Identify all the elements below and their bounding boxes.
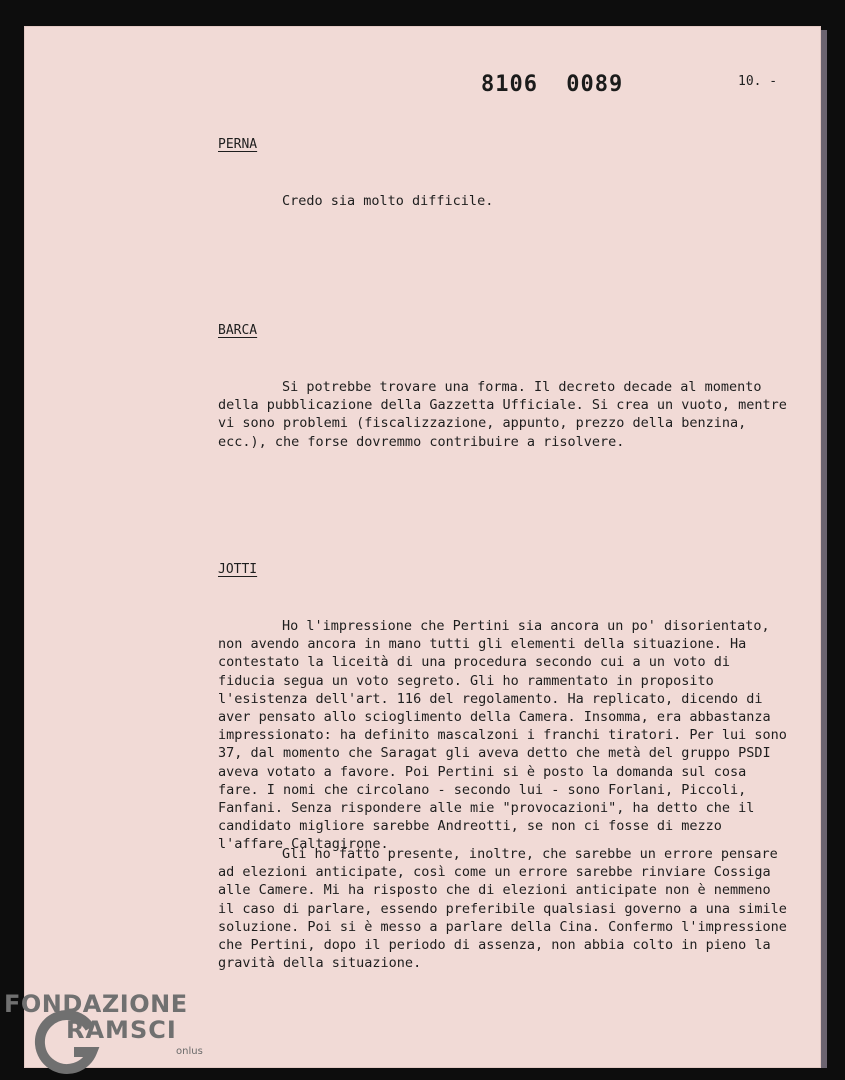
paragraph-jotti-1: Ho l'impressione che Pertini sia ancora un po' disorientato, non avendo ancora in mano tutti gli elementi della situazione. Ha contestato la liceità di una procedura secondo cui a un voto di fiducia segua un voto segreto. Gli ho rammentato in proposito l'esistenza dell'art. 116 del regolamento. Ha replicato, dicendo di aver pensato allo scioglimento della Camera. Insomma, era abbastanza impressionato: ha definito mascalzoni i franchi tiratori. Per lui sono 37, dal momento che Saragat gli aveva detto che metà del gruppo PSDI aveva votato a favore. Poi Pertini si è posto la domanda sul cosa fare. I nomi che circolano - secondo lui - sono Forlani, Piccoli, Fanfani. Senza rispondere alle mie "provocazioni", ha detto che il candidato migliore sarebbe Andreotti, se non ci fosse di mezzo l'affare Caltagirone. (218, 618, 787, 853)
logo-line-1: FONDAZIONE (4, 990, 188, 1018)
logo-line-2: RAMSCI (66, 1016, 177, 1044)
speaker-barca: BARCA (218, 323, 258, 338)
page-number: 10. - (738, 74, 778, 89)
fondazione-gramsci-logo (4, 990, 214, 1076)
page-edge (821, 30, 827, 1068)
paragraph-barca: Si potrebbe trovare una forma. Il decreto decade al momento della pubblicazione della Gazzetta Ufficiale. Si crea un vuoto, mentre vi sono problemi (fiscalizzazione, appunto, prezzo della benzina, ecc.), che forse dovremmo contribuire a risolvere. (218, 379, 787, 450)
paragraph-perna: Credo sia molto difficile. (282, 193, 494, 209)
logo-line-3: onlus (176, 1046, 203, 1057)
speaker-perna: PERNA (218, 137, 258, 152)
document-number: 8106 0089 (481, 72, 624, 97)
speaker-jotti: JOTTI (218, 562, 258, 577)
paragraph-jotti-2: Gli ho fatto presente, inoltre, che sarebbe un errore pensare ad elezioni anticipate, così come un errore sarebbe rinviare Cossiga alle Camere. Mi ha risposto che di elezioni anticipate non è nemmeno il caso di parlare, essendo preferibile qualsiasi governo a una simile soluzione. Poi si è messo a parlare della Cina. Confermo l'impressione che Pertini, dopo il periodo di assenza, non abbia colto in pieno la gravità della situazione. (218, 846, 787, 972)
